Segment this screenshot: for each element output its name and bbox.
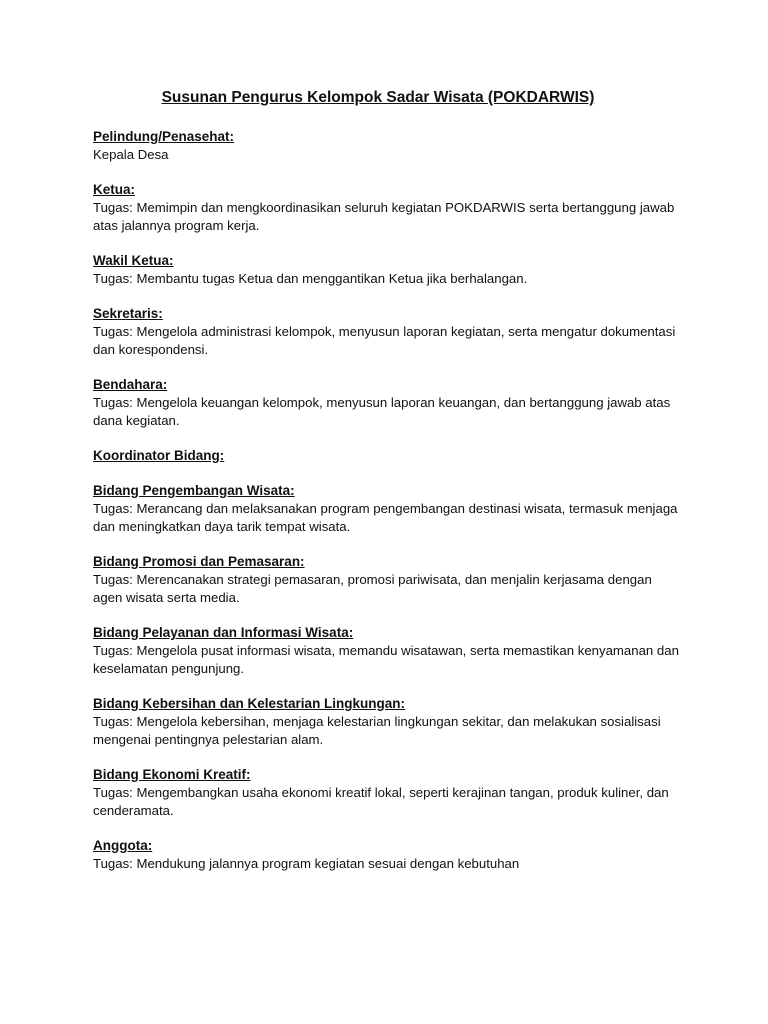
section-bidang-pelayanan — [93, 624, 683, 678]
section-heading: Ketua: — [93, 182, 136, 197]
section-heading: Bidang Ekonomi Kreatif: — [93, 767, 251, 782]
section-wakil-ketua — [93, 252, 683, 288]
section-text: Tugas: Memimpin dan mengkoordinasikan seluruh kegiatan POKDARWIS serta bertanggung jawab atas jalannya program kerja. — [93, 200, 675, 233]
section-bidang-ekonomi-kreatif — [93, 766, 683, 820]
document-page — [93, 88, 683, 890]
section-text: Tugas: Mengelola kebersihan, menjaga kelestarian lingkungan sekitar, dan melakukan sosialisasi mengenai pentingnya pelestarian alam. — [93, 714, 661, 747]
section-text: Kepala Desa — [93, 147, 169, 162]
section-pelindung — [93, 128, 683, 164]
section-bidang-promosi — [93, 553, 683, 607]
section-anggota — [93, 837, 683, 873]
section-heading: Bendahara: — [93, 377, 168, 392]
section-ketua — [93, 181, 683, 235]
section-text: Tugas: Merancang dan melaksanakan program pengembangan destinasi wisata, termasuk menjaga dan meningkatkan daya tarik tempat wisata. — [93, 501, 678, 534]
section-heading: Bidang Pelayanan dan Informasi Wisata: — [93, 625, 354, 640]
section-heading: Koordinator Bidang: — [93, 448, 225, 463]
section-sekretaris — [93, 305, 683, 359]
section-heading: Anggota: — [93, 838, 153, 853]
section-bidang-pengembangan-wisata — [93, 482, 683, 536]
section-text: Tugas: Mengelola pusat informasi wisata, memandu wisatawan, serta memastikan kenyamanan dan keselamatan pengunjung. — [93, 643, 679, 676]
section-text: Tugas: Mengembangkan usaha ekonomi kreatif lokal, seperti kerajinan tangan, produk kuliner, dan cenderamata. — [93, 785, 669, 818]
section-heading: Bidang Kebersihan dan Kelestarian Lingkungan: — [93, 696, 406, 711]
section-text: Tugas: Mengelola keuangan kelompok, menyusun laporan keuangan, dan bertanggung jawab atas dana kegiatan. — [93, 395, 671, 428]
section-text: Tugas: Merencanakan strategi pemasaran, promosi pariwisata, dan menjalin kerjasama dengan agen wisata serta media. — [93, 572, 652, 605]
section-koordinator-bidang — [93, 447, 683, 465]
section-heading: Sekretaris: — [93, 306, 163, 321]
section-text: Tugas: Mengelola administrasi kelompok, menyusun laporan kegiatan, serta mengatur dokumentasi dan korespondensi. — [93, 324, 676, 357]
section-text: Tugas: Mendukung jalannya program kegiatan sesuai dengan kebutuhan — [93, 856, 520, 871]
section-text: Tugas: Membantu tugas Ketua dan menggantikan Ketua jika berhalangan. — [93, 271, 528, 286]
section-heading: Pelindung/Penasehat: — [93, 129, 235, 144]
section-heading: Wakil Ketua: — [93, 253, 174, 268]
section-bidang-kebersihan — [93, 695, 683, 749]
section-bendahara — [93, 376, 683, 430]
document-title: Susunan Pengurus Kelompok Sadar Wisata (POKDARWIS) — [161, 89, 595, 106]
section-heading: Bidang Promosi dan Pemasaran: — [93, 554, 305, 569]
section-heading: Bidang Pengembangan Wisata: — [93, 483, 295, 498]
